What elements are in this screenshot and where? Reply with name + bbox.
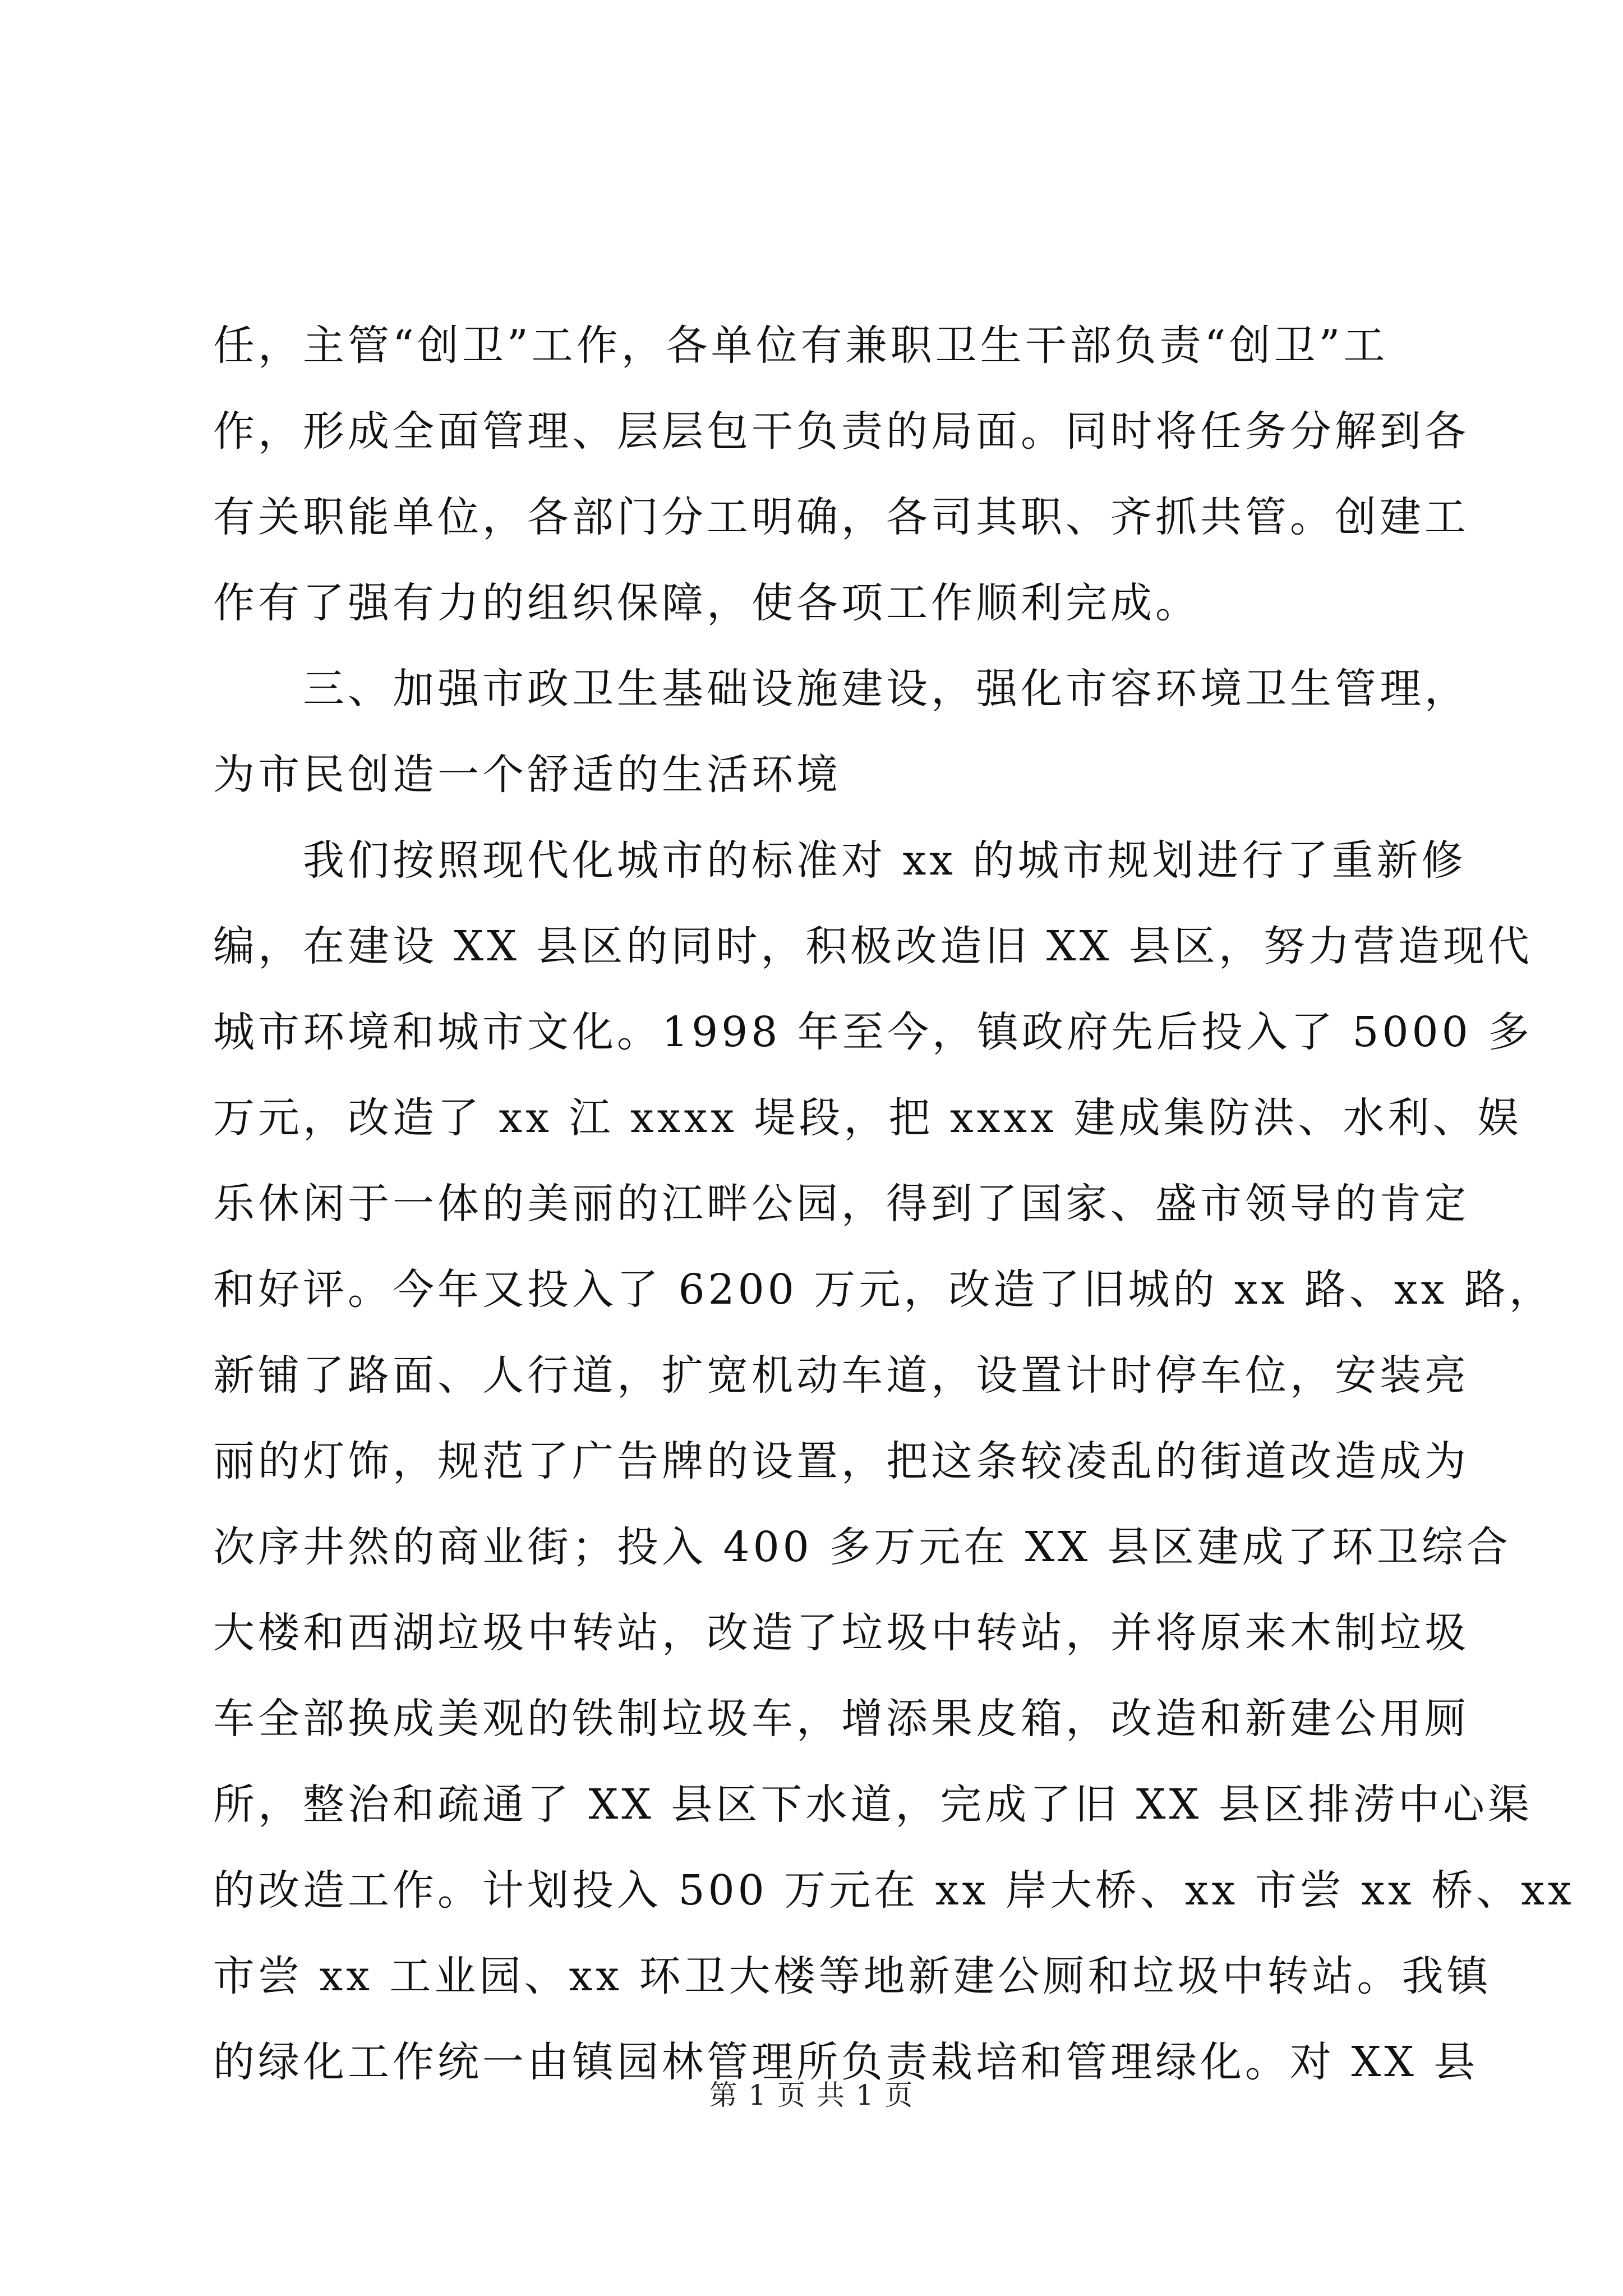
text-line: 次序井然的商业街；投入 400 多万元在 XX 县区建成了环卫综合 xyxy=(213,1523,1511,1571)
text-line: 的改造工作。计划投入 500 万元在 xx 岸大桥、xx 市尝 xx 桥、xx xyxy=(213,1866,1575,1915)
text-line: 车全部换成美观的铁制垃圾车，增添果皮箱，改造和新建公用厕 xyxy=(213,1695,1469,1743)
document-body xyxy=(213,303,1575,2105)
text-line: 任，主管“创卫”工作，各单位有兼职卫生干部负责“创卫”工 xyxy=(213,321,1389,370)
text-line: 编，在建设 XX 县区的同时，积极改造旧 XX 县区，努力营造现代 xyxy=(213,922,1533,970)
text-line: 我们按照现代化城市的标准对 xx 的城市规划进行了重新修 xyxy=(213,836,1467,885)
text-line: 作有了强有力的组织保障，使各项工作顺利完成。 xyxy=(213,579,1200,627)
page-number-footer: 第 1 页 共 1 页 xyxy=(709,2079,914,2111)
text-line: 和好评。今年又投入了 6200 万元，改造了旧城的 xx 路、xx 路， xyxy=(213,1266,1554,1314)
text-line: 丽的灯饰，规范了广告牌的设置，把这条较凌乱的街道改造成为 xyxy=(213,1437,1469,1485)
text-line: 市尝 xx 工业园、xx 环卫大楼等地新建公厕和垃圾中转站。我镇 xyxy=(213,1952,1492,2000)
text-line: 万元，改造了 xx 江 xxxx 堤段，把 xxxx 建成集防洪、水利、娱 xyxy=(213,1094,1523,1142)
text-line: 城市环境和城市文化。1998 年至今，镇政府先后投入了 5000 多 xyxy=(213,1008,1533,1056)
text-line: 大楼和西湖垃圾中转站，改造了垃圾中转站，并将原来木制垃圾 xyxy=(213,1609,1469,1657)
text-line: 新铺了路面、人行道，扩宽机动车道，设置计时停车位，安装亮 xyxy=(213,1351,1469,1400)
text-line: 作，形成全面管理、层层包干负责的局面。同时将任务分解到各 xyxy=(213,407,1469,455)
text-line: 所，整治和疏通了 XX 县区下水道，完成了旧 XX 县区排涝中心渠 xyxy=(213,1780,1533,1829)
section-heading-line: 为市民创造一个舒适的生活环境 xyxy=(213,751,841,799)
text-line: 的绿化工作统一由镇园林管理所负责栽培和管理绿化。对 XX 县 xyxy=(213,2038,1479,2086)
text-line: 乐休闲于一体的美丽的江畔公园，得到了国家、盛市领导的肯定 xyxy=(213,1180,1469,1228)
section-heading-line: 三、加强市政卫生基础设施建设，强化市容环境卫生管理， xyxy=(213,665,1469,713)
text-line: 有关职能单位，各部门分工明确，各司其职、齐抓共管。创建工 xyxy=(213,493,1469,541)
